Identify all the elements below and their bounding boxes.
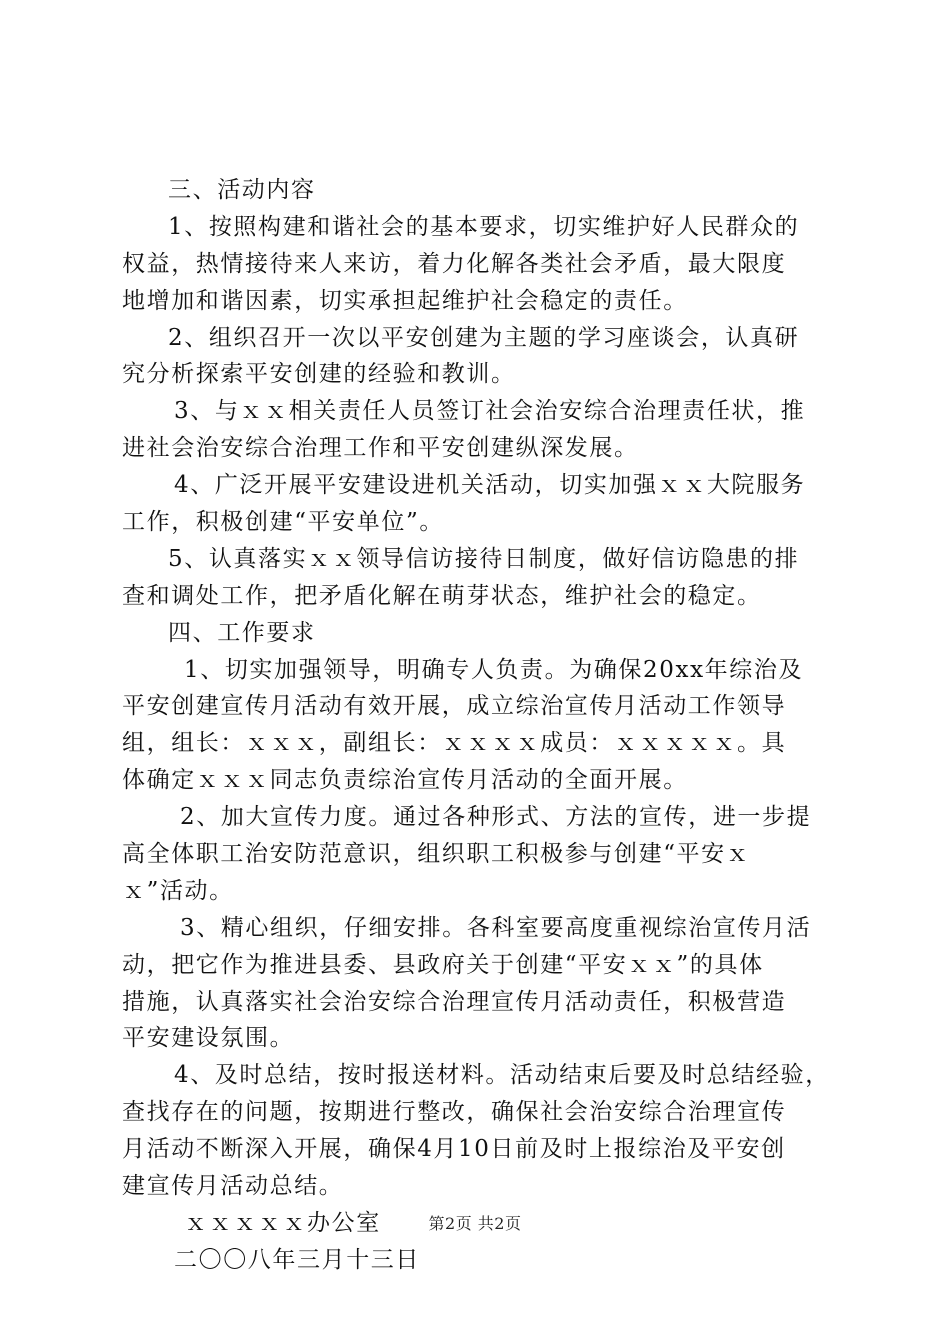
paragraph-line: 月活动不断深入开展，确保4月10日前及时上报综治及平安创: [122, 1136, 786, 1163]
paragraph-line: 2、加大宣传力度。通过各种形式、方法的宣传，进一步提: [180, 804, 812, 831]
paragraph-line: 平安创建宣传月活动有效开展，成立综治宣传月活动工作领导: [122, 693, 787, 720]
paragraph-line: 高全体职工治安防范意识，组织职工积极参与创建“平安ｘ: [122, 841, 751, 868]
paragraph-line: 进社会治安综合治理工作和平安创建纵深发展。: [122, 435, 639, 462]
paragraph-line: 权益，热情接待来人来访，着力化解各类社会矛盾，最大限度: [122, 250, 787, 277]
paragraph-line: 5、认真落实ｘｘ领导信访接待日制度，做好信访隐患的排: [168, 545, 800, 572]
paragraph-line: 究分析探索平安创建的经验和教训。: [122, 361, 516, 388]
paragraph-line: 2、组织召开一次以平安创建为主题的学习座谈会，认真研: [168, 324, 800, 351]
signature-date: 二〇〇八年三月十三日: [174, 1246, 420, 1273]
paragraph-line: 查和调处工作，把矛盾化解在萌芽状态，维护社会的稳定。: [122, 582, 762, 609]
paragraph-line: ｘ”活动。: [122, 877, 234, 904]
paragraph-line: 1、切实加强领导，明确专人负责。为确保20xx年综治及: [184, 656, 804, 683]
paragraph-line: 3、精心组织，仔细安排。各科室要高度重视综治宣传月活: [180, 914, 812, 941]
paragraph-line: 1、按照构建和谐社会的基本要求，切实维护好人民群众的: [168, 213, 800, 240]
paragraph-line: 措施，认真落实社会治安综合治理宣传月活动责任，积极营造: [122, 988, 787, 1015]
document-body: [122, 172, 842, 1279]
paragraph-line: 地增加和谐因素，切实承担起维护社会稳定的责任。: [122, 287, 688, 314]
paragraph-line: 动，把它作为推进县委、县政府关于创建“平安ｘｘ”的具体: [122, 951, 764, 978]
paragraph-line: 体确定ｘｘｘ同志负责综治宣传月活动的全面开展。: [122, 767, 688, 794]
paragraph-line: 4、及时总结，按时报送材料。活动结束后要及时总结经验，: [174, 1062, 830, 1089]
paragraph-line: 建宣传月活动总结。: [122, 1173, 344, 1200]
paragraph-line: 3、与ｘｘ相关责任人员签订社会治安综合治理责任状，推: [174, 398, 806, 425]
paragraph-line: 平安建设氛围。: [122, 1025, 295, 1052]
section-heading-requirements: 四、工作要求: [168, 619, 316, 646]
paragraph-line: 查找存在的问题，按期进行整改，确保社会治安综合治理宣传: [122, 1099, 787, 1126]
paragraph-line: 4、广泛开展平安建设进机关活动，切实加强ｘｘ大院服务: [174, 472, 806, 499]
section-heading-activities: 三、活动内容: [168, 177, 316, 203]
paragraph-line: 工作，积极创建“平安单位”。: [122, 509, 444, 536]
signature-office: ｘｘｘｘｘ办公室: [184, 1209, 381, 1236]
paragraph-line: 组，组长：ｘｘｘ，副组长：ｘｘｘｘ成员：ｘｘｘｘｘ。具: [122, 730, 787, 757]
page-number-footer: 第2页 共2页: [428, 1214, 522, 1233]
